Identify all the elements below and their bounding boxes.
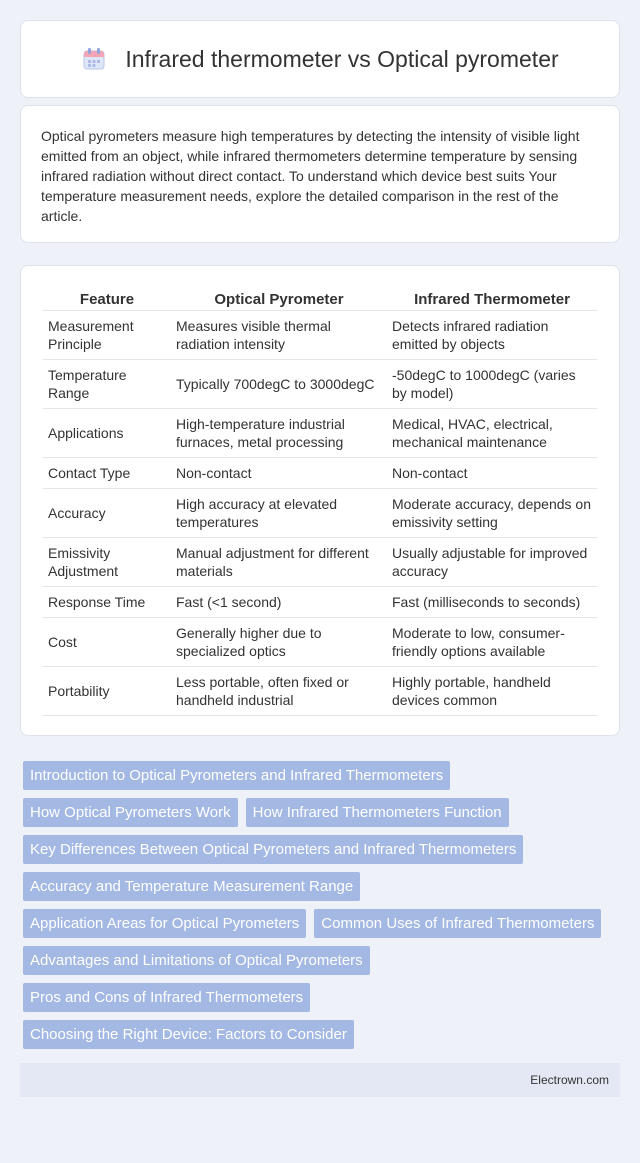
table-cell-feature: Contact Type xyxy=(43,458,171,489)
table-cell-feature: Measurement Principle xyxy=(43,311,171,360)
table-cell-optical: Manual adjustment for different materials xyxy=(171,538,387,587)
column-header-infrared-thermometer: Infrared Thermometer xyxy=(387,286,597,311)
table-row xyxy=(43,538,597,587)
table-cell-infrared: Non-contact xyxy=(387,458,597,489)
table-cell-feature: Portability xyxy=(43,667,171,716)
footer-site-name[interactable]: Electrown.com xyxy=(530,1073,609,1087)
topic-link-how-optical-pyrometers-work[interactable]: How Optical Pyrometers Work xyxy=(23,798,238,827)
table-row xyxy=(43,409,597,458)
table-cell-optical: Measures visible thermal radiation intensity xyxy=(171,311,387,360)
topic-link-introduction[interactable]: Introduction to Optical Pyrometers and Infrared Thermometers xyxy=(23,761,450,790)
topic-link-choosing-device[interactable]: Choosing the Right Device: Factors to Consider xyxy=(23,1020,354,1049)
table-cell-infrared: -50degC to 1000degC (varies by model) xyxy=(387,360,597,409)
topic-link-accuracy-range[interactable]: Accuracy and Temperature Measurement Range xyxy=(23,872,360,901)
table-cell-optical: Typically 700degC to 3000degC xyxy=(171,360,387,409)
table-row xyxy=(43,360,597,409)
table-cell-feature: Emissivity Adjustment xyxy=(43,538,171,587)
title-card xyxy=(20,20,620,98)
topic-link-advantages-limitations[interactable]: Advantages and Limitations of Optical Pyrometers xyxy=(23,946,370,975)
table-cell-optical: High-temperature industrial furnaces, metal processing xyxy=(171,409,387,458)
table-cell-infrared: Moderate to low, consumer-friendly options available xyxy=(387,618,597,667)
table-row xyxy=(43,618,597,667)
topic-link-key-differences[interactable]: Key Differences Between Optical Pyrometers and Infrared Thermometers xyxy=(23,835,523,864)
footer xyxy=(20,1063,620,1097)
table-cell-optical: Non-contact xyxy=(171,458,387,489)
topic-link-application-areas[interactable]: Application Areas for Optical Pyrometers xyxy=(23,909,306,938)
table-cell-optical: Fast (<1 second) xyxy=(171,587,387,618)
table-cell-infrared: Usually adjustable for improved accuracy xyxy=(387,538,597,587)
table-cell-feature: Applications xyxy=(43,409,171,458)
comparison-table xyxy=(43,286,597,716)
table-cell-infrared: Moderate accuracy, depends on emissivity setting xyxy=(387,489,597,538)
comparison-card xyxy=(20,265,620,736)
intro-card xyxy=(20,105,620,243)
column-header-feature: Feature xyxy=(43,286,171,311)
table-row xyxy=(43,667,597,716)
calendar-icon xyxy=(81,46,107,72)
page-title: Infrared thermometer vs Optical pyrometer xyxy=(125,45,559,72)
table-cell-feature: Temperature Range xyxy=(43,360,171,409)
intro-text: Optical pyrometers measure high temperatures by detecting the intensity of visible light emitted from an object, while infrared thermometers determine temperature by sensing infrared radiation without direct contact. To understand which device best suits Your temperature measurement needs, explore the detailed comparison in the rest of the article. xyxy=(41,128,580,224)
table-row xyxy=(43,587,597,618)
topic-link-pros-cons[interactable]: Pros and Cons of Infrared Thermometers xyxy=(23,983,310,1012)
table-row xyxy=(43,489,597,538)
table-cell-feature: Cost xyxy=(43,618,171,667)
table-cell-infrared: Medical, HVAC, electrical, mechanical maintenance xyxy=(387,409,597,458)
table-cell-infrared: Fast (milliseconds to seconds) xyxy=(387,587,597,618)
table-cell-infrared: Detects infrared radiation emitted by objects xyxy=(387,311,597,360)
table-cell-infrared: Highly portable, handheld devices common xyxy=(387,667,597,716)
table-cell-feature: Accuracy xyxy=(43,489,171,538)
column-header-optical-pyrometer: Optical Pyrometer xyxy=(171,286,387,311)
table-cell-optical: High accuracy at elevated temperatures xyxy=(171,489,387,538)
table-cell-feature: Response Time xyxy=(43,587,171,618)
table-cell-optical: Less portable, often fixed or handheld industrial xyxy=(171,667,387,716)
table-row xyxy=(43,458,597,489)
table-cell-optical: Generally higher due to specialized optics xyxy=(171,618,387,667)
table-header-row xyxy=(43,286,597,311)
table-row xyxy=(43,311,597,360)
topic-link-common-uses[interactable]: Common Uses of Infrared Thermometers xyxy=(314,909,601,938)
topic-links xyxy=(20,758,620,1049)
topic-link-how-infrared-thermometers-function[interactable]: How Infrared Thermometers Function xyxy=(246,798,509,827)
